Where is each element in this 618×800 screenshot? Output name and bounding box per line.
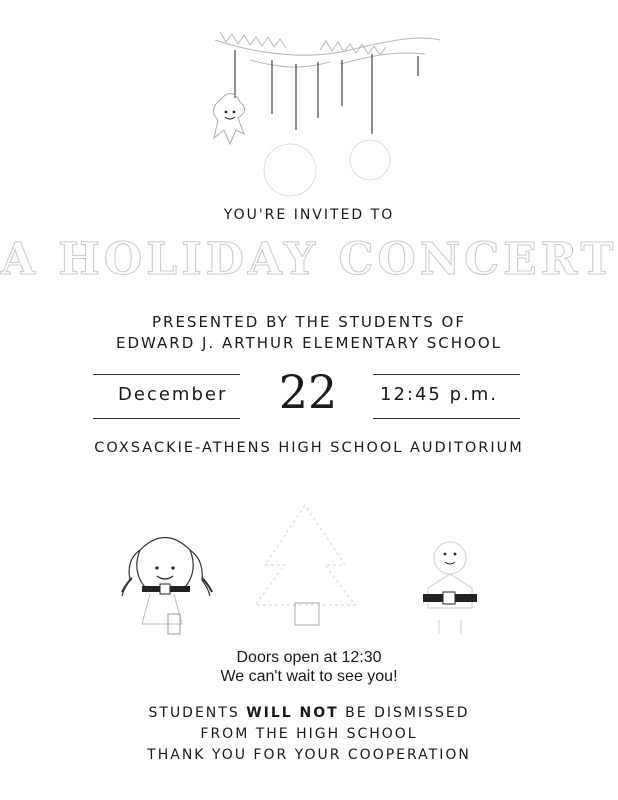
doors-open-line: Doors open at 12:30 xyxy=(236,649,382,666)
venue: COXSACKIE-ATHENS HIGH SCHOOL AUDITORIUM xyxy=(94,440,524,456)
girl-cookie-icon xyxy=(110,520,220,640)
date-top-rule xyxy=(93,374,240,375)
concert-title: A HOLIDAY CONCERT xyxy=(0,234,618,285)
thank-you-line: THANK YOU FOR YOUR COOPERATION xyxy=(147,747,471,763)
notice-prefix: STUDENTS xyxy=(148,705,247,721)
tree-icon xyxy=(245,495,365,635)
notice-line-2: FROM THE HIGH SCHOOL xyxy=(200,726,418,742)
event-time: 12:45 p.m. xyxy=(380,384,498,405)
dismissal-notice xyxy=(0,705,618,721)
welcome-line: We can't wait to see you! xyxy=(220,668,398,685)
time-bottom-rule xyxy=(373,418,520,419)
school-name: EDWARD J. ARTHUR ELEMENTARY SCHOOL xyxy=(115,334,503,352)
event-month: December xyxy=(118,384,228,405)
garland-with-gingerbread-icon xyxy=(190,20,450,205)
notice-emphasis: WILL NOT xyxy=(246,705,339,721)
snowman-icon xyxy=(405,520,495,640)
event-day: 22 xyxy=(278,365,338,419)
presented-by-line: PRESENTED BY THE STUDENTS OF xyxy=(151,313,466,331)
notice-suffix: BE DISMISSED xyxy=(338,705,470,721)
time-top-rule xyxy=(373,374,520,375)
date-bottom-rule xyxy=(93,418,240,419)
invitation-lead: YOU'RE INVITED TO xyxy=(223,207,395,223)
